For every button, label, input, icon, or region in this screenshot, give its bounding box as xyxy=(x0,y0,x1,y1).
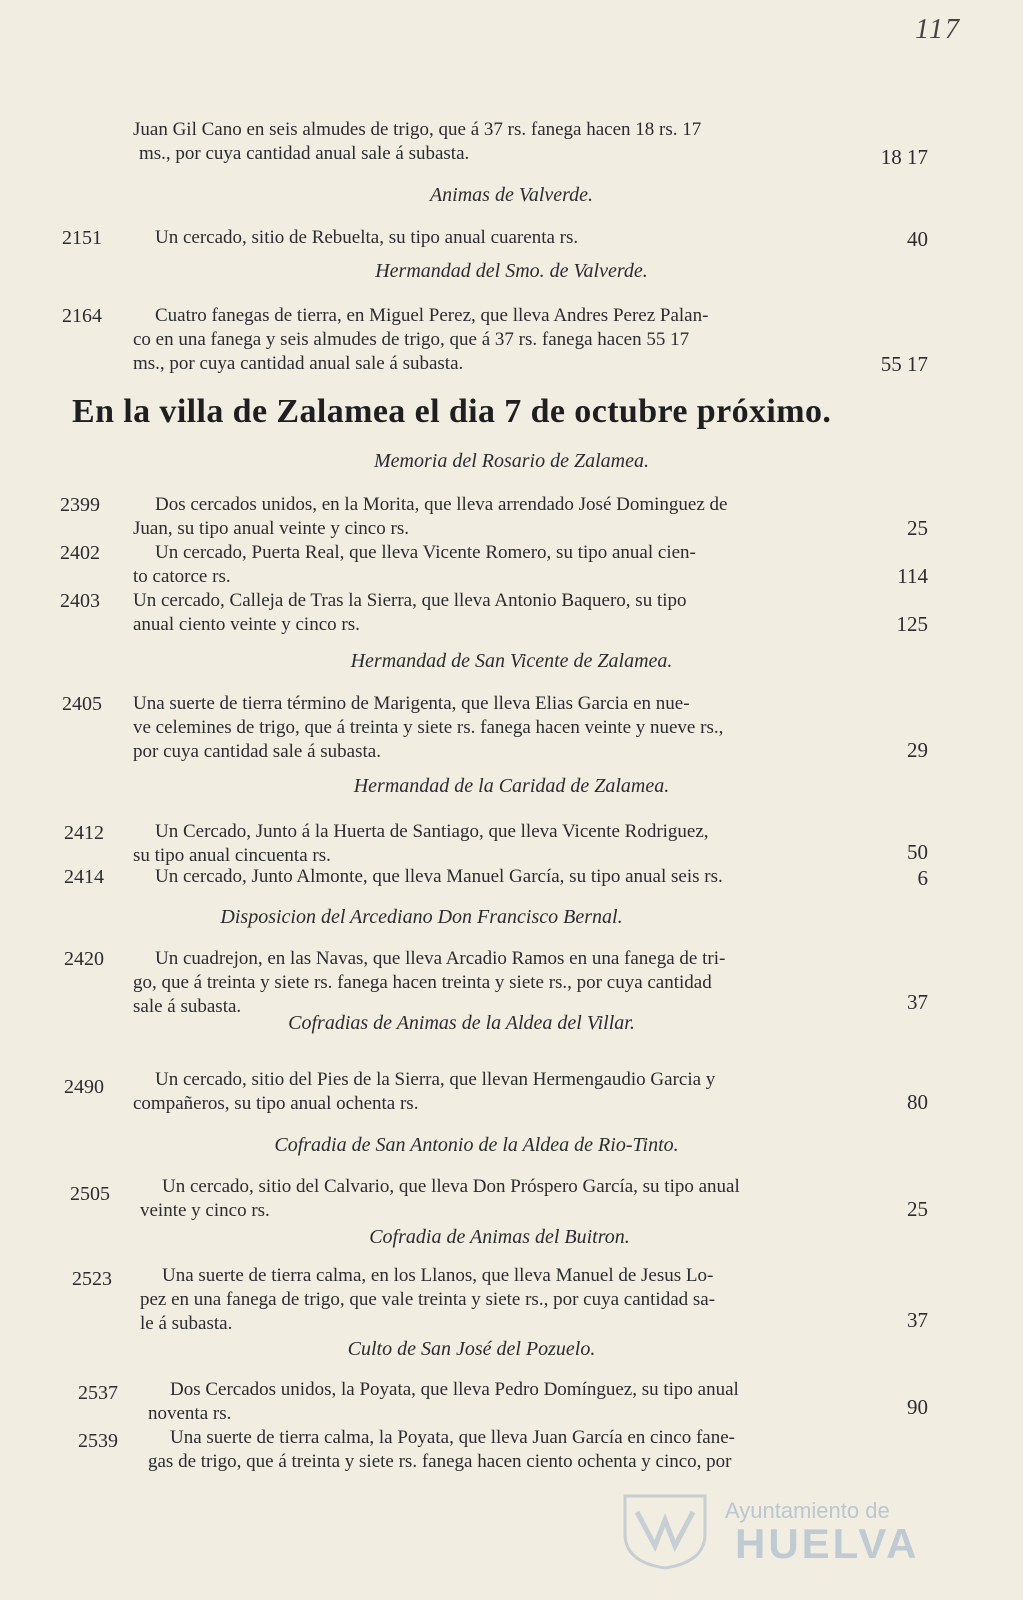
entry-number: 2405 xyxy=(62,693,102,715)
entry-line: Cuatro fanegas de tierra, en Miguel Perez, que lleva Andres Perez Palan- xyxy=(155,305,709,326)
entry-line: veinte y cinco rs. xyxy=(140,1200,270,1221)
entry-text xyxy=(155,226,578,250)
section-heading: Cofradias de Animas de la Aldea del Villar. xyxy=(288,1012,635,1034)
entry-amount: 90 xyxy=(907,1395,928,1419)
coat-of-arms-icon xyxy=(615,1490,715,1570)
entry-line: Un cuadrejon, en las Navas, que lleva Arcadio Ramos en una fanega de tri- xyxy=(155,948,726,969)
entry-line: pez en una fanega de trigo, que vale treinta y siete rs., por cuya cantidad sa- xyxy=(140,1289,716,1310)
entry-number: 2523 xyxy=(72,1268,112,1290)
section-heading: Disposicion del Arcediano Don Francisco Bernal. xyxy=(220,906,623,928)
entry-continued-text xyxy=(133,118,701,166)
entry-amount: 114 xyxy=(897,564,928,588)
entry-number: 2151 xyxy=(62,227,102,249)
page-number: 117 xyxy=(915,14,961,45)
entry-text xyxy=(148,1378,739,1426)
entry-text xyxy=(133,947,725,1019)
entry-number: 2490 xyxy=(64,1076,104,1098)
entry-text xyxy=(133,820,709,868)
entry-line: Una suerte de tierra calma, la Poyata, que lleva Juan García en cinco fane- xyxy=(170,1427,735,1448)
entry-line: Una suerte de tierra término de Marigenta, que lleva Elias Garcia en nue- xyxy=(133,693,690,714)
entry-line: Un cercado, Calleja de Tras la Sierra, que lleva Antonio Baquero, su tipo xyxy=(133,590,687,611)
entry-line: compañeros, su tipo anual ochenta rs. xyxy=(133,1093,419,1114)
entry-line: ms., por cuya cantidad anual sale á subasta. xyxy=(133,353,464,374)
entry-line: ms., por cuya cantidad anual sale á subasta. xyxy=(139,143,470,164)
entry-text xyxy=(133,493,727,541)
entry-amount: 37 xyxy=(907,990,928,1014)
entry-line: Un cercado, Puerta Real, que lleva Vicente Romero, su tipo anual cien- xyxy=(155,542,696,563)
entry-line: to catorce rs. xyxy=(133,566,231,587)
entry-number: 2537 xyxy=(78,1382,118,1404)
entry-text xyxy=(148,1426,735,1474)
archive-watermark xyxy=(615,1490,945,1570)
entry-line: Un Cercado, Junto á la Huerta de Santiago, que lleva Vicente Rodriguez, xyxy=(155,821,709,842)
entry-line: gas de trigo, que á treinta y siete rs. fanega hacen ciento ochenta y cinco, por xyxy=(148,1451,732,1472)
entry-line: Un cercado, sitio del Calvario, que lleva Don Próspero García, su tipo anual xyxy=(162,1176,740,1197)
entry-line: por cuya cantidad sale á subasta. xyxy=(133,741,381,762)
entry-amount: 55 17 xyxy=(880,352,928,376)
entry-amount: 40 xyxy=(907,227,928,251)
entry-line: Juan, su tipo anual veinte y cinco rs. xyxy=(133,518,409,539)
entry-line: Un cercado, Junto Almonte, que lleva Manuel García, su tipo anual seis rs. xyxy=(155,866,723,887)
entry-amount: 25 xyxy=(907,1197,928,1221)
entry-number: 2420 xyxy=(64,948,104,970)
entry-amount: 80 xyxy=(907,1090,928,1114)
section-heading: Hermandad de San Vicente de Zalamea. xyxy=(350,650,673,672)
entry-line: co en una fanega y seis almudes de trigo, que á 37 rs. fanega hacen 55 17 xyxy=(133,329,690,350)
entry-text xyxy=(140,1175,740,1223)
entry-number: 2412 xyxy=(64,822,104,844)
entry-line: noventa rs. xyxy=(148,1403,232,1424)
entry-amount: 125 xyxy=(896,612,928,636)
entry-line: Un cercado, sitio de Rebuelta, su tipo anual cuarenta rs. xyxy=(155,227,579,248)
section-heading: Culto de San José del Pozuelo. xyxy=(347,1338,596,1360)
section-heading: Memoria del Rosario de Zalamea. xyxy=(374,450,649,472)
entry-amount: 29 xyxy=(907,738,928,762)
entry-line: sale á subasta. xyxy=(133,996,242,1017)
entry-text xyxy=(140,1264,715,1336)
entry-line: Juan Gil Cano en seis almudes de trigo, que á 37 rs. fanega hacen 18 rs. 17 xyxy=(133,119,702,140)
entry-text xyxy=(155,865,723,889)
entry-line: go, que á treinta y siete rs. fanega hacen treinta y siete rs., por cuya cantidad xyxy=(133,972,712,993)
entry-text xyxy=(133,1068,715,1116)
section-heading: Cofradia de San Antonio de la Aldea de Rio-Tinto. xyxy=(274,1134,679,1156)
entry-line: Dos cercados unidos, en la Morita, que lleva arrendado José Dominguez de xyxy=(155,494,728,515)
entry-line: anual ciento veinte y cinco rs. xyxy=(133,614,360,635)
section-heading: Hermandad de la Caridad de Zalamea. xyxy=(353,775,670,797)
entry-number: 2164 xyxy=(62,305,102,327)
entry-text xyxy=(133,692,723,764)
section-heading: Animas de Valverde. xyxy=(429,184,594,206)
entry-line: Dos Cercados unidos, la Poyata, que lleva Pedro Domínguez, su tipo anual xyxy=(170,1379,739,1400)
entry-line: Una suerte de tierra calma, en los Llanos, que lleva Manuel de Jesus Lo- xyxy=(162,1265,714,1286)
section-heading: Cofradia de Animas del Buitron. xyxy=(369,1226,630,1248)
main-title: En la villa de Zalamea el dia 7 de octubre próximo. xyxy=(72,393,832,430)
watermark-line-2: HUELVA xyxy=(735,1520,920,1567)
entry-line: ve celemines de trigo, que á treinta y siete rs. fanega hacen veinte y nueve rs., xyxy=(133,717,724,738)
entry-number: 2505 xyxy=(70,1183,110,1205)
entry-text xyxy=(133,304,708,376)
entry-line: Un cercado, sitio del Pies de la Sierra, que llevan Hermengaudio Garcia y xyxy=(155,1069,716,1090)
entry-line: le á subasta. xyxy=(140,1313,233,1334)
entry-amount: 6 xyxy=(917,866,928,890)
entry-number: 2399 xyxy=(60,494,100,516)
entry-number: 2414 xyxy=(64,866,104,888)
section-heading: Hermandad del Smo. de Valverde. xyxy=(375,260,648,282)
watermark-line-1: Ayuntamiento de xyxy=(725,1498,890,1523)
entry-amount: 50 xyxy=(907,840,928,864)
entry-amount: 37 xyxy=(907,1308,928,1332)
entry-text xyxy=(133,589,687,637)
entry-amount: 25 xyxy=(907,516,928,540)
entry-line: su tipo anual cincuenta rs. xyxy=(133,845,331,866)
entry-number: 2403 xyxy=(60,590,100,612)
entry-text xyxy=(133,541,696,589)
entry-number: 2402 xyxy=(60,542,100,564)
entry-amount: 18 17 xyxy=(880,145,928,169)
entry-number: 2539 xyxy=(78,1430,118,1452)
